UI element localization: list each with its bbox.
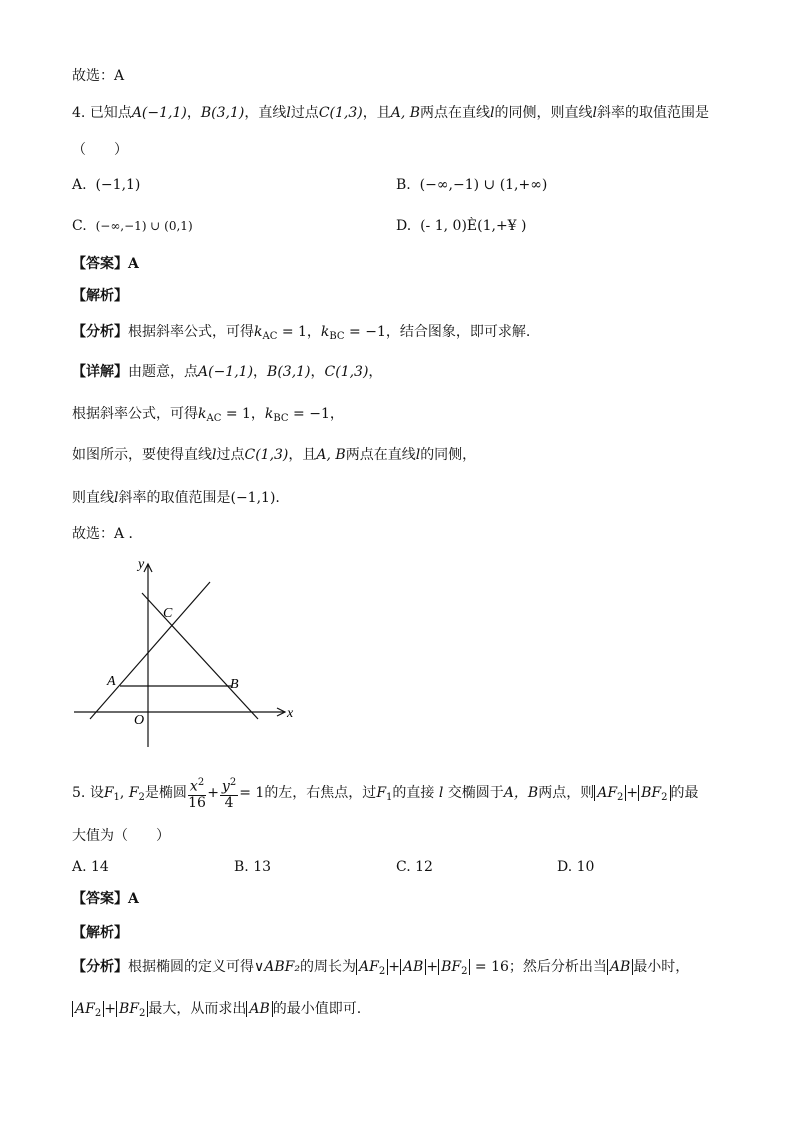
q4-paren: （ ） <box>72 142 128 158</box>
q5-option-d[interactable]: D. 10 <box>557 859 595 875</box>
q4-select: 故选：A ． <box>72 526 143 542</box>
q4-option-c[interactable]: C. (−∞,−1) ∪ (0,1) <box>72 218 193 234</box>
figure-label-a: A <box>107 674 116 689</box>
q4-figure <box>60 552 310 757</box>
q4-detail-4: 则直线l斜率的取值范围是(−1,1). <box>72 490 280 506</box>
q5-stem: 5. 设$F_1$, $F_2$是椭圆 $\frac{x^2}{16}$ + $\frac{y^2}{4}$ = 1的左，右焦点，过$F_1$的直接 l 交椭圆于A，B两点，则 $AF_2 + BF_2$ 的最 <box>72 777 699 811</box>
q5-analysis-2: $AF_2 + BF_2$ 最大，从而求出 AB 的最小值即可. <box>72 999 361 1024</box>
figure-label-b: B <box>230 677 239 692</box>
q5-stem-line2: 大值为（ ） <box>72 828 170 844</box>
figure-label-c: C <box>163 606 173 621</box>
prev-answer-select: 故选：A <box>72 68 125 84</box>
q5-answer: 【答案】A <box>72 891 139 907</box>
q4-option-a[interactable]: A. (−1,1) <box>72 177 141 193</box>
q4-detail-1: 【详解】由题意，点A(−1,1)，B(3,1)，C(1,3)， <box>72 364 383 380</box>
q5-option-b[interactable]: B. 13 <box>234 859 272 875</box>
q5-option-c[interactable]: C. 12 <box>396 859 433 875</box>
q4-detail-2: 根据斜率公式，可得$k_{AC} = 1$，$k_{BC} = -1$， <box>72 406 344 424</box>
q4-answer: 【答案】A <box>72 256 139 272</box>
q5-option-a[interactable]: A. 14 <box>72 859 109 875</box>
q4-stem: 4. 已知点A(−1,1)，B(3,1)，直线l过点C(1,3)，且A, B两点在直线l的同侧，则直线l斜率的取值范围是 <box>72 105 709 121</box>
q4-analysis-heading: 【解析】 <box>72 288 128 304</box>
q4-detail-3: 如图所示，要使得直线l过点C(1,3)，且A, B两点在直线l的同侧， <box>72 447 477 463</box>
q4-analysis: 【分析】根据斜率公式，可得$k_{AC} = 1$，$k_{BC} = -1$，结合图象，即可求解. <box>72 324 531 342</box>
figure-label-o: O <box>134 713 145 728</box>
figure-label-x: x <box>287 706 294 721</box>
q4-option-d[interactable]: D. (- 1, 0)È(1,+¥ ) <box>396 218 527 234</box>
figure-label-y: y <box>138 557 145 572</box>
q4-option-b[interactable]: B. (−∞,−1) ∪ (1,+∞) <box>396 177 548 193</box>
q5-analysis-1: 【分析】根据椭圆的定义可得∨ABF₂的周长为 $AF_2$ + AB + $BF_2 = 16$；然后分析出当 AB 最小时， <box>72 959 690 977</box>
figure-line-bc <box>142 593 258 719</box>
q5-analysis-heading: 【解析】 <box>72 925 128 941</box>
